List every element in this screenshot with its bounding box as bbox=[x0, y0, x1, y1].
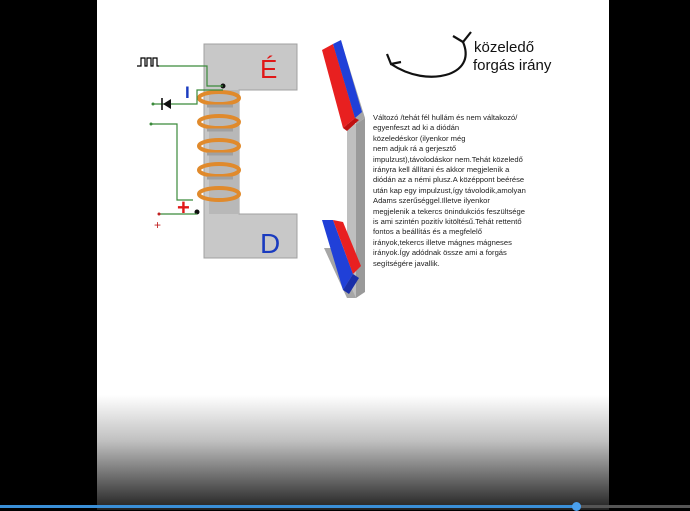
small-plus-label: + bbox=[154, 218, 162, 232]
pulse-source-icon bbox=[137, 58, 159, 66]
plus-terminal-label: + bbox=[177, 195, 190, 220]
video-progress-fill bbox=[0, 505, 576, 508]
wire-node bbox=[152, 103, 155, 106]
rotation-direction-label: forgás irány bbox=[473, 57, 552, 74]
wire-node bbox=[158, 213, 161, 216]
rotation-direction-arrow bbox=[387, 32, 471, 77]
wire-node bbox=[150, 123, 153, 126]
diode-icon bbox=[162, 98, 171, 110]
minus-terminal-label: I bbox=[185, 83, 190, 102]
north-pole-label: É bbox=[260, 54, 278, 84]
south-pole-label: D bbox=[260, 228, 281, 259]
approach-direction-label: közeledő bbox=[474, 39, 535, 56]
video-progress-bar[interactable] bbox=[0, 505, 690, 508]
explanation-text: Változó /tehát fél hullám és nem váltakozó/ egyenfeszt ad ki a diódán közeledéskor (ilyenkor még nem adjuk rá a gerjesztő impulzust),távolodáskor nem.Tehát közeledő irányra kell állítani és akkor megjelenik a diódán az a némi plusz.A középpont beérése után kap egy impulzust,így távolodik,amolyan Adams szerűséggel.Illetve ilyenkor megjelenik a tekercs önindukciós feszültsége is ami szintén pozitív kitöltésű.Tehát rettentő fontos a beállítás és a megfelelő irányok,tekercs illetve mágnes mágneses irányok.Így adódnak össze ami a forgás segítségére javallik. bbox=[373, 113, 526, 268]
video-controls-shade bbox=[97, 395, 609, 510]
presentation-slide bbox=[97, 0, 609, 510]
